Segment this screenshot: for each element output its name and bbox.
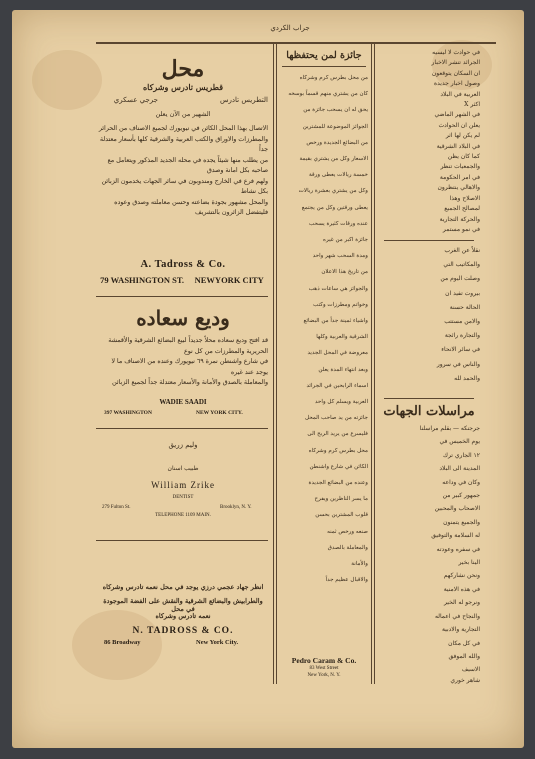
ad1-address: 79 WASHINGTON ST. NEWYORK CITY: [100, 275, 264, 285]
ad2-address-left: 397 WASHINGTON: [104, 410, 152, 416]
ad3-street: 279 Fulton St.: [102, 505, 131, 510]
right-signature-line2: شاهر خوري: [450, 677, 480, 684]
section-rule: [384, 398, 474, 399]
column-divider: [374, 44, 375, 684]
ad3-phone: TELEPHONE 1109 MAIN.: [155, 513, 211, 518]
column-divider: [273, 44, 274, 684]
right-section2: نقلاً عن الغرب والمكاتيب التي وصلت اليوم من بيروت تفيد ان الحالة حسنة والامن مستتب والتجارة رائجة في سائر الانحاء والناس في سرور والحمد لله: [436, 247, 480, 382]
ad1-head-right: التطريس تادرس: [219, 96, 268, 104]
ad1-name: A. Tadross & Co.: [140, 259, 226, 270]
ad-separator: [96, 296, 268, 297]
ad2-address-right: NEW YORK CITY.: [196, 410, 243, 416]
ad2-name: WADIE SAADI: [159, 398, 207, 406]
header-rule: [96, 42, 496, 44]
ad4-line2: والطرابيش والبضائع الشرقية والنقش على الفضة الموجودة في محل: [103, 597, 263, 613]
right-section-body: جرجنكه — بقلم مراسلنا يوم الخميس في ١٢ الجاري ترك المدينة الى البلاد وكان في وداعه جمهور كبير من الاصحاب والمحبين والجميع يتمنون له السلامة والتوفيق في سفره وعودته الينا بخير ونحن نشاركهم في هذه الامنية ونرجو له الخير والنجاح في اعماله التجارية والادبية في كل مكان والله الموفق: [419, 425, 480, 660]
middle-sig-street: 83 West Street: [309, 666, 339, 671]
ad1-title: محل: [161, 56, 205, 82]
right-section-title: مراسلات الجهات: [383, 404, 475, 419]
ad3-line1: وليم زريق: [168, 441, 198, 449]
ad3-name: William Zrike: [151, 480, 215, 490]
ad3-title: DENTIST: [172, 495, 194, 500]
section-rule: [384, 240, 474, 241]
ad1-body: الاتصال بهذا المحل الكائن في نيويورك لجميع الاصناف من الحرائر والمطرزات والاوراق والكتب العربية والشرقية كلها بأسعار معتدلة جداً من يطلب منها شيئاً يجده في محله الجديد المذكور ويتعامل مع صاحبه بكل امانة وصدق ولهم فرع في الخارج ومندوبون في سائر الجهات يخدمون الزبائن بكل نشاط والمحل مشهور بجودة بضاعته وحسن معاملته وصدق وعوده فليتفضل الزائرون بالتشريف: [98, 125, 268, 216]
ad1-sub-center: الشهير من الآن يعلن: [155, 110, 211, 118]
ad3-line2: طبيب اسنان: [167, 465, 199, 472]
ad3-city: Brooklyn, N. Y.: [220, 505, 252, 510]
ad1-head-left: جرجي عسكري: [113, 96, 158, 104]
column-divider: [276, 44, 277, 684]
running-head: جراب الكردي: [270, 24, 310, 32]
ad-separator: [96, 428, 268, 429]
column-divider: [371, 44, 372, 684]
middle-sig-name: Pedro Caram & Co.: [291, 656, 357, 665]
ad1-subtitle: قطريس تادرس وشركاه: [142, 82, 224, 92]
ad4-street: 86 Broadway: [104, 639, 141, 646]
right-signature-line1: الاسيف: [461, 666, 480, 673]
middle-title: جائزة لمن يحتفظها: [286, 50, 362, 61]
title-rule: [282, 66, 366, 67]
ad4-city: New York City.: [196, 639, 239, 646]
middle-body: من محل بطرس كرم وشركاه كان من يشتري منهم قسماً بوسخه يحق له ان يسحب جائزة من الجوائز الموضوعة للمشترين من البضائع الجديدة ورخص الاسعار وكل من يشتري بقيمة خمسة ريالات يعطى ورقة وكل من يشتري بعشرة ريالات يعطى ورقتين وكل من يجتمع عنده ورقات كثيرة يسحب جائزة اكبر من غيره ومدة السحب شهر واحد من تاريخ هذا الاعلان والجوائز هي ساعات ذهب وخواتم ومطرزات وكتب واشياء ثمينة جداً من البضائع الشرقية والعربية وكلها معروضة في المحل الجديد وبعد انتهاء المدة يعلن اسماء الرابحين في الجرائد العربية ويسلم كل واحد جائزته من يد صاحب المحل فليسرع من يريد الربح الى محل بطرس كرم وشركاه الكائن في شارع واشنطن وعنده من البضائع الجديدة ما يسر الناظرين ويفرح قلوب المشترين بحسن صنعه ورخص ثمنه والمعاملة بالصدق والأمانة والاقبال عظيم جداً: [288, 75, 368, 584]
middle-sig-city: New York, N. Y.: [307, 673, 341, 678]
ad2-title: وديع سعاده: [136, 306, 230, 330]
paper-stain: [32, 50, 102, 110]
ad4-name: N. TADROSS & CO.: [132, 626, 234, 636]
ad4-line1: انظر جهاد عجمي درزي يوجد في محل نعمه تادرس وشركاه: [102, 583, 264, 591]
ad2-body: قد افتح وديع سعاده محلاً جديداً لبيع البضائع الشرقية والأقمشة الحريرية والمطرزات من كل نوع في شارع واشنطن نمرة ٦٩ نيويورك وعنده من الاصناف ما لا يوجد عند غيره والمعاملة بالصدق والأمانة والأسعار معتدلة جداً لجميع الزبائن: [108, 337, 268, 386]
ad4-line3: نعمه تادرس وشركاه: [155, 612, 211, 620]
ad-separator: [96, 540, 268, 541]
right-intro: في حوادث لا ليسيه الجرائد تنشر الاخبار ان السكان يتوقعون وصول اخبار جديدة العربية في البلاد اكثر X في الشهر الماضي يعلن ان الحوادث لم يكن لها اثر في البلاد الشرقية كما كان يظن والجمعيات تنظر في امر الحكومة والاهالي ينتظرون الاصلاح وهذا لمصالح الجميع والحركة التجارية في نمو مستمر: [431, 49, 480, 233]
